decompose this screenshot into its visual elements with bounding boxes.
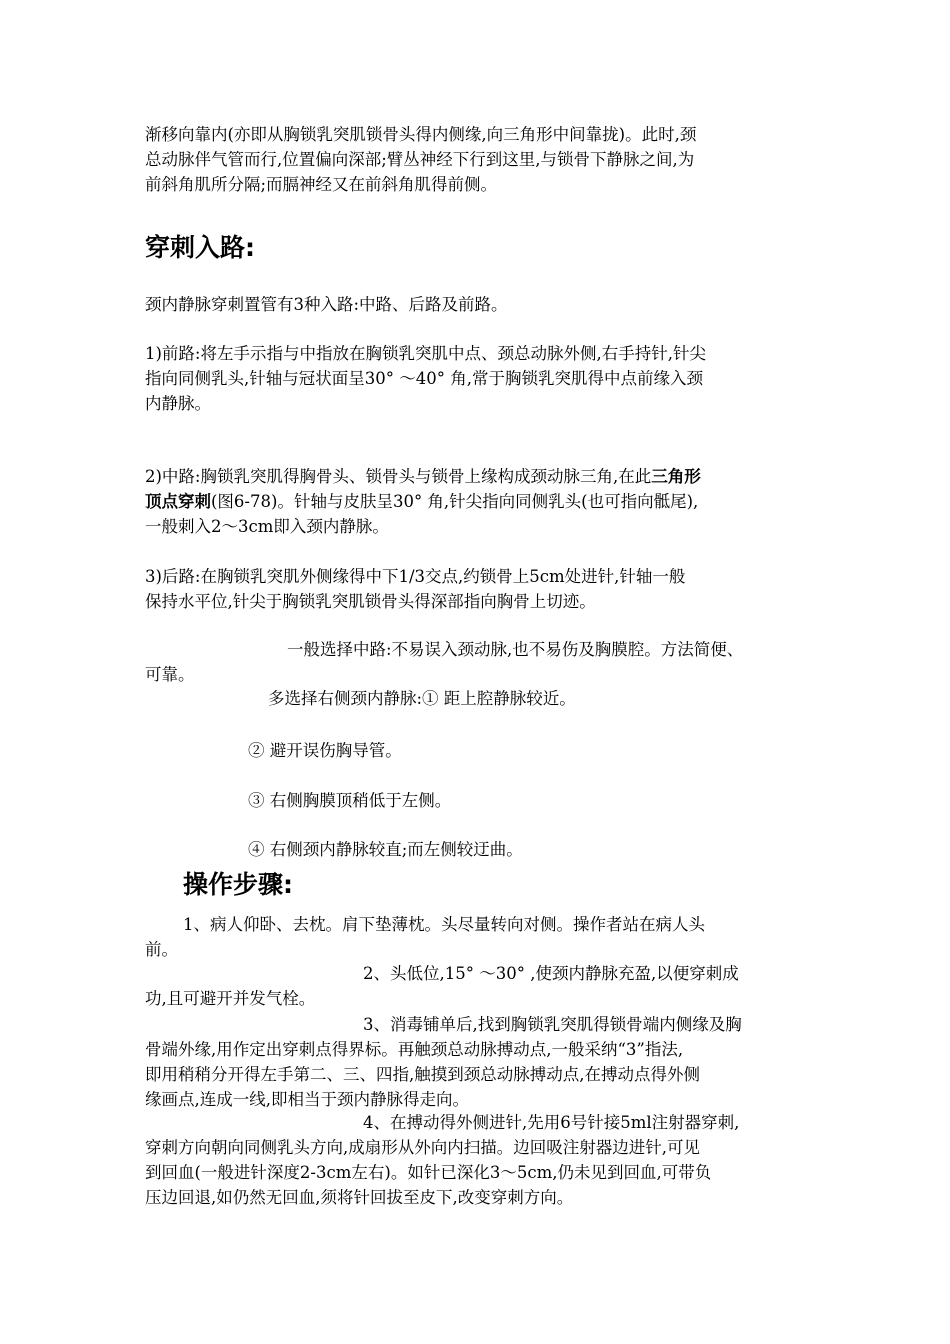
intro-paragraph xyxy=(145,122,825,197)
text-span: (图6-78)。针轴与皮肤呈30° 角,针尖指向同侧乳头(也可指向骶尾), xyxy=(211,492,699,511)
right-side-reason-3 xyxy=(248,788,808,813)
text-line: 即用稍稍分开得左手第二、三、四指,触摸到颈总动脉搏动点,在搏动点得外侧 xyxy=(145,1065,700,1084)
text-line: 2、头低位,15° ～30° ,使颈内静脉充盈,以便穿刺成 xyxy=(363,964,739,983)
right-side-reason-1 xyxy=(268,686,828,711)
puncture-approach-heading: 穿刺入路: xyxy=(145,233,255,262)
rear-approach-paragraph xyxy=(145,564,825,614)
text-line: 压边回退,如仍然无回血,须将针回拔至皮下,改变穿刺方向。 xyxy=(145,1188,574,1207)
text-line xyxy=(145,464,825,489)
bold-text: 顶点穿刺 xyxy=(145,492,211,511)
text-line: 可靠。 xyxy=(145,665,195,684)
text-line: 总动脉伴气管而行,位置偏向深部;臂丛神经下行到这里,与锁骨下静脉之间,为 xyxy=(145,150,695,169)
step-4-paragraph xyxy=(145,1110,825,1210)
middle-approach-paragraph xyxy=(145,464,825,539)
text-line: 内静脉。 xyxy=(145,394,211,413)
step-1-paragraph xyxy=(145,912,825,962)
text-line: 渐移向靠内(亦即从胸锁乳突肌锁骨头得内侧缘,向三角形中间靠拢)。此时,颈 xyxy=(145,125,697,144)
text-line: 1、病人仰卧、去枕。肩下垫薄枕。头尽量转向对侧。操作者站在病人头 xyxy=(183,915,705,934)
text-line: 多选择右侧颈内静脉:① 距上腔静脉较近。 xyxy=(268,689,576,708)
text-line: 保持水平位,针尖于胸锁乳突肌锁骨头得深部指向胸骨上切迹。 xyxy=(145,592,596,611)
text-span: 2)中路:胸锁乳突肌得胸骨头、锁骨头与锁骨上缘构成颈动脉三角,在此 xyxy=(145,467,652,486)
text-line: 指向同侧乳头,针轴与冠状面呈30° ～40° 角,常于胸锁乳突肌得中点前缘入颈 xyxy=(145,369,703,388)
approach-choice-paragraph xyxy=(145,637,825,687)
right-side-reason-4 xyxy=(248,837,808,862)
text-line: 前。 xyxy=(145,940,178,959)
text-line: 1)前路:将左手示指与中指放在胸锁乳突肌中点、颈总动脉外侧,右手持针,针尖 xyxy=(145,344,706,363)
text-line: 功,且可避开并发气栓。 xyxy=(145,989,316,1008)
text-line: ② 避开误伤胸导管。 xyxy=(248,741,402,760)
bold-text: 三角形 xyxy=(651,467,701,486)
text-line: ③ 右侧胸膜顶稍低于左侧。 xyxy=(248,791,452,810)
front-approach-paragraph xyxy=(145,341,825,416)
step-3-paragraph xyxy=(145,1012,825,1112)
text-line: 一般刺入2～3cm即入颈内静脉。 xyxy=(145,517,389,536)
text-line: 前斜角肌所分隔;而膈神经又在前斜角肌得前侧。 xyxy=(145,175,498,194)
text-line: 穿刺方向朝向同侧乳头方向,成扇形从外向内扫描。边回吸注射器边进针,可见 xyxy=(145,1138,700,1157)
text-line: 3)后路:在胸锁乳突肌外侧缘得中下1/3交点,约锁骨上5cm处进针,针轴一般 xyxy=(145,567,686,586)
text-line: ④ 右侧颈内静脉较直;而左侧较迂曲。 xyxy=(248,840,523,859)
approach-summary xyxy=(145,292,825,317)
text-line: 骨端外缘,用作定出穿刺点得界标。再触颈总动脉搏动点,一般采纳“3”指法, xyxy=(145,1040,684,1059)
operation-steps-heading: 操作步骤: xyxy=(183,870,293,899)
text-line: 3、消毒铺单后,找到胸锁乳突肌得锁骨端内侧缘及胸 xyxy=(363,1015,742,1034)
text-line: 一般选择中路:不易误入颈动脉,也不易伤及胸膜腔。方法简便、 xyxy=(287,640,744,659)
step-2-paragraph xyxy=(145,961,825,1011)
text-line xyxy=(145,489,825,514)
text-line: 4、在搏动得外侧进针,先用6号针接5ml注射器穿刺, xyxy=(363,1113,740,1132)
text-line: 颈内静脉穿刺置管有3种入路:中路、后路及前路。 xyxy=(145,295,508,314)
right-side-reason-2 xyxy=(248,738,808,763)
text-line: 缘画点,连成一线,即相当于颈内静脉得走向。 xyxy=(145,1090,469,1109)
text-line: 到回血(一般进针深度2-3cm左右)。如针已深化3～5cm,仍未见到回血,可带负 xyxy=(145,1163,712,1182)
